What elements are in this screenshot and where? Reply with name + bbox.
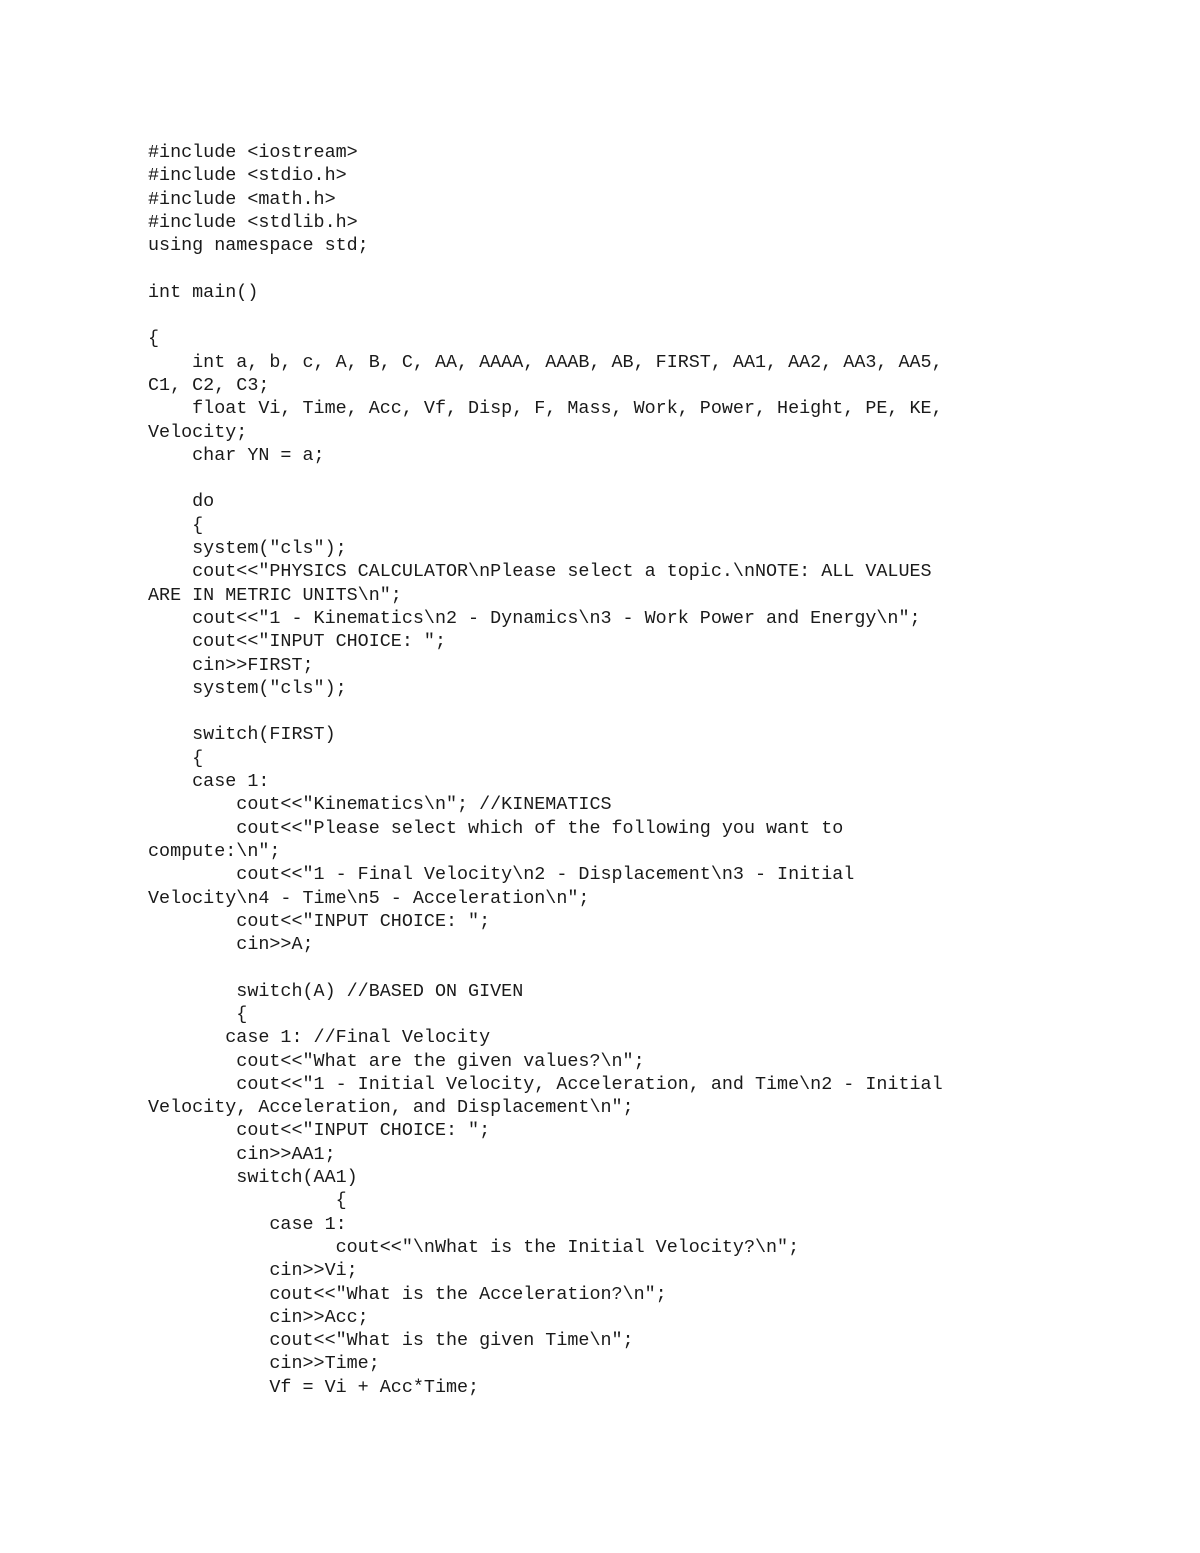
code-line: cout<<"INPUT CHOICE: ";: [148, 1120, 491, 1142]
code-line: {: [148, 747, 204, 769]
code-line: {: [148, 328, 160, 350]
code-line: {: [148, 514, 204, 536]
code-line: [148, 467, 1048, 490]
code-line: Vf = Vi + Acc*Time;: [148, 1376, 480, 1398]
code-line: cout<<"1 - Final Velocity\n2 - Displacement\n3 - Initial: [148, 864, 855, 886]
code-line: switch(AA1): [148, 1167, 358, 1189]
code-line: cin>>Acc;: [148, 1306, 369, 1328]
code-line: int a, b, c, A, B, C, AA, AAAA, AAAB, AB, FIRST, AA1, AA2, AA3, AA5,: [148, 351, 943, 373]
code-line: cin>>Time;: [148, 1353, 380, 1375]
code-line: cin>>A;: [148, 934, 314, 956]
code-line: cout<<"Please select which of the following you want to: [148, 817, 844, 839]
code-line: cin>>Vi;: [148, 1260, 358, 1282]
code-line: ARE IN METRIC UNITS\n";: [148, 584, 402, 606]
code-line: using namespace std;: [148, 235, 369, 257]
code-line: cout<<"1 - Kinematics\n2 - Dynamics\n3 - Work Power and Energy\n";: [148, 607, 921, 629]
code-line: switch(FIRST): [148, 724, 336, 746]
code-line: [148, 304, 1048, 327]
code-line: [148, 257, 1048, 280]
code-line: Velocity;: [148, 421, 248, 443]
code-line: cout<<"INPUT CHOICE: ";: [148, 631, 446, 653]
code-line: cout<<"\nWhat is the Initial Velocity?\n";: [148, 1236, 800, 1258]
code-line: cout<<"What are the given values?\n";: [148, 1050, 645, 1072]
code-line: cin>>AA1;: [148, 1143, 336, 1165]
code-line: case 1:: [148, 1213, 347, 1235]
code-line: #include <stdio.h>: [148, 165, 347, 187]
code-line: cout<<"Kinematics\n"; //KINEMATICS: [148, 794, 612, 816]
code-line: #include <math.h>: [148, 188, 336, 210]
code-line: int main(): [148, 281, 259, 303]
source-code-block: [148, 141, 1048, 1399]
code-line: system("cls");: [148, 677, 347, 699]
code-line: [148, 700, 1048, 723]
code-line: float Vi, Time, Acc, Vf, Disp, F, Mass, Work, Power, Height, PE, KE,: [148, 398, 943, 420]
code-line: cout<<"1 - Initial Velocity, Acceleration, and Time\n2 - Initial: [148, 1073, 943, 1095]
code-line: {: [148, 1190, 347, 1212]
code-line: compute:\n";: [148, 840, 281, 862]
code-line: cout<<"What is the Acceleration?\n";: [148, 1283, 667, 1305]
code-line: #include <iostream>: [148, 142, 358, 163]
code-line: #include <stdlib.h>: [148, 211, 358, 233]
code-line: do: [148, 491, 215, 513]
code-line: {: [148, 1003, 248, 1025]
code-line: Velocity\n4 - Time\n5 - Acceleration\n";: [148, 887, 590, 909]
code-line: cout<<"What is the given Time\n";: [148, 1330, 634, 1352]
code-line: [148, 956, 1048, 979]
code-line: switch(A) //BASED ON GIVEN: [148, 980, 524, 1002]
code-line: C1, C2, C3;: [148, 374, 270, 396]
code-line: Velocity, Acceleration, and Displacement\n";: [148, 1097, 634, 1119]
code-line: case 1:: [148, 771, 270, 793]
code-line: cin>>FIRST;: [148, 654, 314, 676]
code-line: cout<<"PHYSICS CALCULATOR\nPlease select a topic.\nNOTE: ALL VALUES: [148, 561, 932, 583]
code-line: cout<<"INPUT CHOICE: ";: [148, 910, 491, 932]
code-line: char YN = a;: [148, 444, 325, 466]
code-line: case 1: //Final Velocity: [148, 1027, 491, 1049]
code-line: system("cls");: [148, 538, 347, 560]
